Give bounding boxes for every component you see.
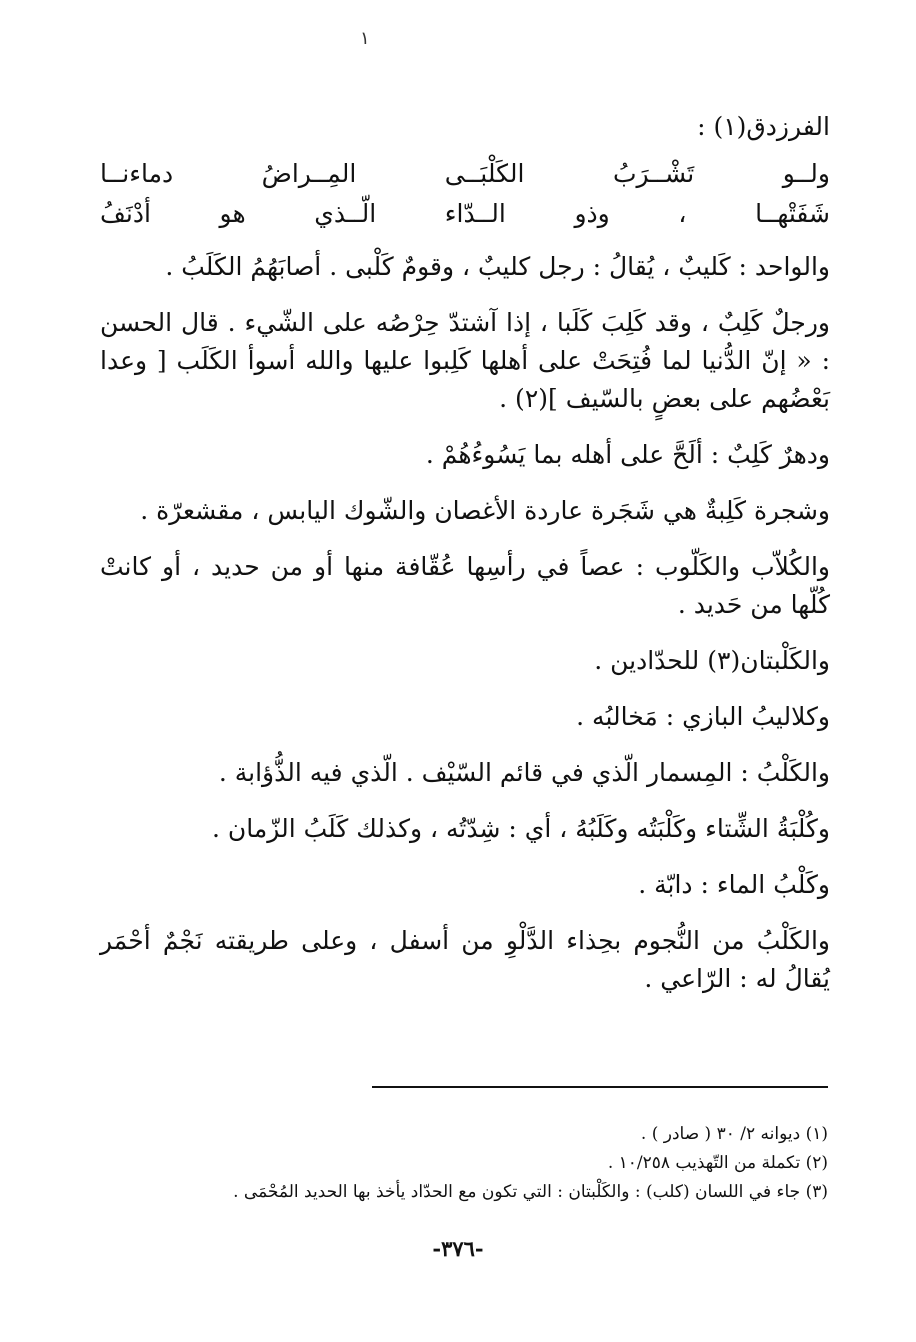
paragraph-1: والواحد : كَليبٌ ، يُقالُ : رجل كليبٌ ، وقومٌ كَلْبى . أصابَهُمُ الكَلَبُ . xyxy=(165,252,830,281)
poem-line-2: شَفَتْهــا ، وذو الــدّاء الّــذي هو أدْنَفُ xyxy=(100,199,830,228)
footnote-2: (٢) تكملة من التّهذيب ١٠/٢٥٨ . xyxy=(607,1153,828,1173)
footnote-divider xyxy=(372,1086,828,1088)
paragraph-3: ودهرٌ كَلِبٌ : ألَحَّ على أهله بما يَسُوءُهُمْ . xyxy=(425,440,830,469)
paragraph-2: ورجلٌ كَلِبٌ ، وقد كَلِبَ كَلَبا ، إذا آشتدّ حِرْصُه على الشّيء . قال الحسن : « إنّ الدُّنيا لما فُتِحَتْ على أهلها كَلِبوا عليها والله أسوأ الكَلَب [ وعدا بَعْضُهم على بعضٍ بالسّيف ](٢) . xyxy=(100,308,830,413)
footnote-1: (١) ديوانه ٢/ ٣٠ ( صادر ) . xyxy=(640,1124,828,1144)
page-number: -٣٧٦- xyxy=(432,1236,484,1261)
poem-line-1: ولــو تَشْــرَبُ الكَلْبَــى المِــراضُ دماءنــا xyxy=(100,159,830,188)
paragraph-4: وشجرة كَلِبةٌ هي شَجَرة عاردة الأغصان والشّوك اليابس ، مقشعرّة . xyxy=(140,496,830,525)
footnotes xyxy=(100,1120,828,1207)
paragraph-10: وكَلْبُ الماء : دابّة . xyxy=(638,870,830,899)
paragraph-7: وكلاليبُ البازي : مَخالبُه . xyxy=(576,702,830,731)
paragraph-5: والكُلاّب والكَلّوب : عصاً في رأسِها عُقّافة منها أو من حديد ، أو كانتْ كُلّها من حَديد . xyxy=(100,552,830,619)
paragraph-11: والكَلْبُ من النُّجوم بحِذاء الدَّلْوِ من أسفل ، وعلى طريقته نَجْمٌ أحْمَر يُقالُ له : الرّاعي . xyxy=(100,926,830,993)
paragraph-6: والكَلْبتان(٣) للحدّادين . xyxy=(594,646,830,675)
paragraph-9: وكُلْبَةُ الشِّتاء وكَلْبَتُه وكَلَبُهُ ، أي : شِدّتُه ، وكذلك كَلَبُ الزّمان . xyxy=(212,814,830,843)
footnote-3: (٣) جاء في اللسان (كلب) : والكَلْبتان : التي تكون مع الحدّاد يأخذ بها الحديد المُحْمَى . xyxy=(233,1182,828,1202)
top-mark: ١ xyxy=(360,28,370,49)
intro-line: الفرزدق(١) : xyxy=(697,112,830,141)
paragraph-8: والكَلْبُ : المِسمار الّذي في قائم السّيْف . الّذي فيه الذُّؤابة . xyxy=(218,758,830,787)
main-text xyxy=(100,108,830,1016)
